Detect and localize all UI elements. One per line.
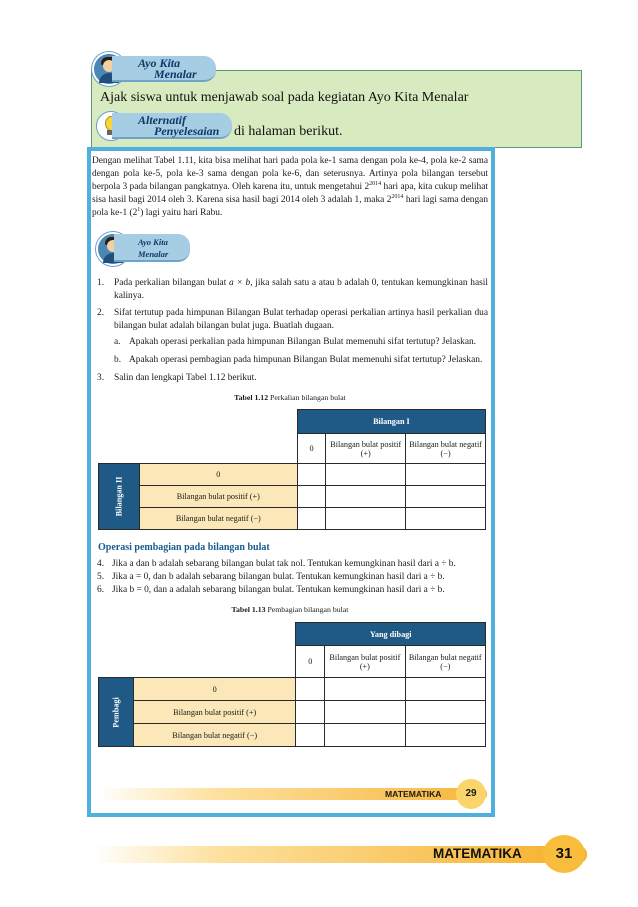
- table-header-top: Bilangan I: [297, 410, 485, 434]
- question-number: 1.: [97, 278, 105, 288]
- table-header-top: Yang dibagi: [296, 623, 486, 646]
- row-header: Bilangan bulat negatif (−): [139, 508, 297, 530]
- question-5-text: Jika a = 0, dan b adalah sebarang bilangan bulat. Tentukan kemungkinan hasil dari a ÷ b.: [112, 572, 445, 582]
- row-header: 0: [133, 678, 295, 701]
- row-header: Bilangan bulat negatif (−): [133, 724, 295, 747]
- table-cell: [297, 464, 325, 486]
- intro-paragraph: Dengan melihat Tabel 1.11, kita bisa melihat hari pada pola ke-1 sama dengan pola ke-4, pola ke-2 sama dengan pola ke-5, pola ke-3 sama dengan pola ke-6, dan seterusnya. Artinya pola bilangan tersebut berpola 3 pada bilangan pangkatnya. Oleh karena itu, untuk mengetahui $2^{2014}$ hari apa, kita cukup melihat sisa hasil bagi 2014 oleh 3. Karena sisa hasil bagi 2014 oleh 3 adalah 1, maka $2^{2014}$ hari lagi sama dengan pola ke-1 $(2^1)$ lagi yaitu hari Rabu.: [92, 156, 489, 218]
- table-cell: [297, 486, 325, 508]
- column-header: Bilangan bulat positif (+): [326, 434, 406, 464]
- outer-page-number: 31: [543, 835, 585, 873]
- ayo-kita-menalar-tag: [112, 56, 216, 82]
- table-12: [98, 409, 486, 530]
- column-header: Bilangan bulat negatif (−): [405, 646, 485, 678]
- table-cell: [325, 724, 405, 747]
- question-2b-text: Apakah operasi pembagian pada himpunan Bilangan Bulat memenuhi sifat tertutup? Jelaskan.: [129, 355, 483, 365]
- question-number: 4.: [97, 559, 105, 569]
- table-cell: [406, 464, 486, 486]
- instruction-tail-text: di halaman berikut.: [234, 124, 343, 139]
- tag-line1: Alternatif: [138, 113, 187, 127]
- table-cell: [326, 508, 406, 530]
- table-cell: [326, 464, 406, 486]
- question-number: 3.: [97, 373, 105, 383]
- row-header: Bilangan bulat positif (+): [139, 486, 297, 508]
- inner-page-number: 29: [456, 779, 486, 809]
- tag-line1: Ayo Kita: [138, 237, 168, 247]
- row-header: 0: [139, 464, 297, 486]
- alternatif-penyelesaian-tag: [112, 113, 232, 139]
- table-13-caption: Tabel 1.13 Pembagian bilangan bulat: [231, 605, 349, 614]
- question-subletter: a.: [114, 337, 121, 347]
- row-header: Bilangan bulat positif (+): [133, 701, 295, 724]
- table-cell: [405, 678, 485, 701]
- table-cell: [406, 486, 486, 508]
- question-number: 5.: [97, 572, 105, 582]
- table-side-header: Bilangan II: [99, 464, 140, 530]
- table-cell: [405, 724, 485, 747]
- question-2a-text: Apakah operasi perkalian pada himpunan Bilangan Bulat memenuhi sifat tertutup? Jelaskan.: [129, 337, 477, 347]
- question-number: 2.: [97, 308, 105, 318]
- inner-footer-label: MATEMATIKA: [385, 789, 442, 799]
- table-cell: [325, 701, 405, 724]
- table-cell: [405, 701, 485, 724]
- column-header: 0: [297, 434, 325, 464]
- table-cell: [296, 701, 325, 724]
- column-header: 0: [296, 646, 325, 678]
- table-cell: [296, 678, 325, 701]
- tag-line1: Ayo Kita: [138, 56, 181, 70]
- table-cell: [296, 724, 325, 747]
- table-cell: [326, 486, 406, 508]
- question-6-text: Jika b = 0, dan a adalah sebarang bilangan bulat. Tentukan kemungkinan hasil dari a ÷ b.: [112, 585, 445, 595]
- tag-line2: Menalar: [154, 67, 197, 81]
- question-4-text: Jika a dan b adalah sebarang bilangan bulat tak nol. Tentukan kemungkinan hasil dari a ÷ b.: [112, 559, 456, 569]
- table-cell: [406, 508, 486, 530]
- tag-line2: Menalar: [138, 249, 169, 259]
- table-12-caption: Tabel 1.12 Perkalian bilangan bulat: [234, 393, 346, 402]
- section-title: Operasi pembagian pada bilangan bulat: [98, 542, 270, 553]
- column-header: Bilangan bulat negatif (−): [406, 434, 486, 464]
- table-cell: [297, 508, 325, 530]
- instruction-text: Ajak siswa untuk menjawab soal pada kegiatan Ayo Kita Menalar: [100, 90, 469, 105]
- outer-footer-label: MATEMATIKA: [433, 846, 522, 861]
- question-subletter: b.: [114, 355, 122, 365]
- table-cell: [325, 678, 405, 701]
- question-number: 6.: [97, 585, 105, 595]
- question-2-text: Sifat tertutup pada himpunan Bilangan Bulat terhadap operasi perkalian artinya hasil perkalian dua bilangan bulat adalah bilangan bulat juga. Buatlah dugaan.: [114, 308, 488, 331]
- table-side-header: Pembagi: [99, 678, 134, 747]
- question-1-text: Pada perkalian bilangan bulat a × b, jika salah satu a atau b adalah 0, tentukan kemungkinan hasil kalinya.: [114, 278, 488, 301]
- question-3-text: Salin dan lengkapi Tabel 1.12 berikut.: [114, 373, 257, 383]
- table-13: [98, 622, 486, 747]
- column-header: Bilangan bulat positif (+): [325, 646, 405, 678]
- ayo-kita-menalar-tag-small: [114, 234, 190, 262]
- tag-line2: Penyelesaian: [154, 124, 220, 138]
